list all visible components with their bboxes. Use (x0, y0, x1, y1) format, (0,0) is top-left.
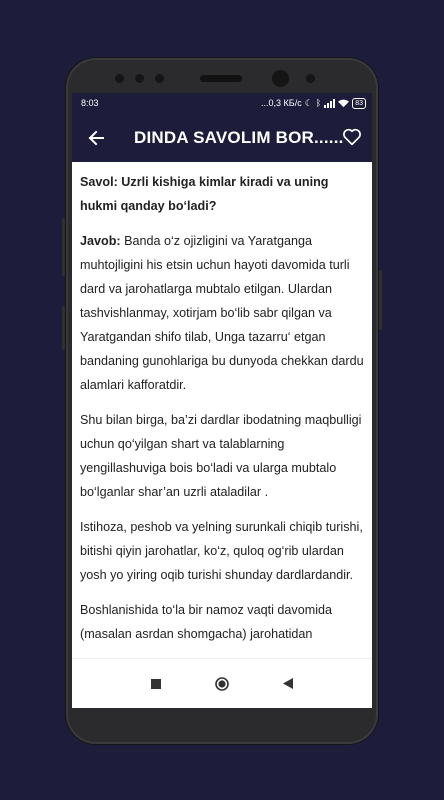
question-text: Uzrli kishiga kimlar kiradi va uning hukmi qanday bo‘ladi? (80, 175, 329, 213)
sensor-dot (306, 74, 315, 83)
moon-icon: ☾ (304, 97, 313, 108)
favorite-button[interactable] (340, 125, 364, 149)
question-label: Savol: (80, 175, 118, 189)
back-button[interactable] (74, 113, 118, 162)
front-camera (272, 70, 289, 87)
recent-apps-button[interactable] (149, 677, 163, 691)
article-paragraph: Istihoza, peshob va yelning surunkali chiqib turishi, bitishi qiyin jarohatlar, ko‘z, quloq og‘rib ulardan yosh yo yiring oqib turishi shunday dardlardandir. (80, 520, 363, 582)
article-content (72, 162, 372, 659)
network-speed: ...0,3 КБ/с (261, 98, 302, 108)
sensor-dot (115, 74, 124, 83)
home-button[interactable] (215, 677, 229, 691)
sensor-dot (135, 74, 144, 83)
wifi-icon (338, 99, 349, 108)
status-icons (261, 98, 366, 109)
article-paragraph: Shu bilan birga, ba’zi dardlar ibodatning maqbulligi uchun qo‘yilgan shart va talablarning yengillashuviga bois bo‘ladi va ularga mubtalo bo‘lganlar shar’an uzrli ataladilar . (80, 413, 362, 499)
volume-button-lower (62, 306, 65, 350)
sensor-dot (155, 74, 164, 83)
bluetooth-icon: ᛒ (315, 98, 322, 108)
page-title: DINDA SAVOLIM BOR...... (134, 127, 344, 147)
phone-screen (72, 93, 372, 708)
answer-label: Javob: (80, 234, 121, 248)
square-icon (151, 679, 161, 689)
power-button (379, 270, 382, 330)
question-paragraph (80, 170, 364, 218)
system-nav-bar (72, 658, 372, 708)
volume-button-upper (62, 218, 65, 276)
status-time: 8:03 (81, 98, 99, 108)
article-paragraph: Boshlanishida to‘la bir namoz vaqti davomida (masalan asrdan shomgacha) jarohatidan (80, 603, 333, 641)
answer-text: Banda o‘z ojizligini va Yaratganga muhtojligini his etsin uchun hayoti davomida turli dard va jarohatlarga mubtalo etilgan. Ulardan tashvishlanmay, xotirjam bo‘lib sabr qilgan va Yaratgandan shifo tilab, Unga tazarru‘ etgan bandaning gunohlariga bu dunyoda chekkan dardu alamlari kafforatdir. (80, 234, 364, 392)
arrow-left-icon (88, 130, 104, 146)
earpiece-speaker (200, 75, 242, 82)
nav-back-button[interactable] (281, 677, 295, 691)
heart-outline-icon (342, 128, 362, 146)
status-bar (72, 93, 372, 113)
signal-icon (324, 99, 335, 108)
battery-indicator: 83 (352, 98, 366, 109)
app-bar (72, 113, 372, 162)
circle-icon (215, 677, 229, 691)
answer-paragraph (80, 229, 364, 397)
triangle-left-icon (283, 678, 293, 689)
